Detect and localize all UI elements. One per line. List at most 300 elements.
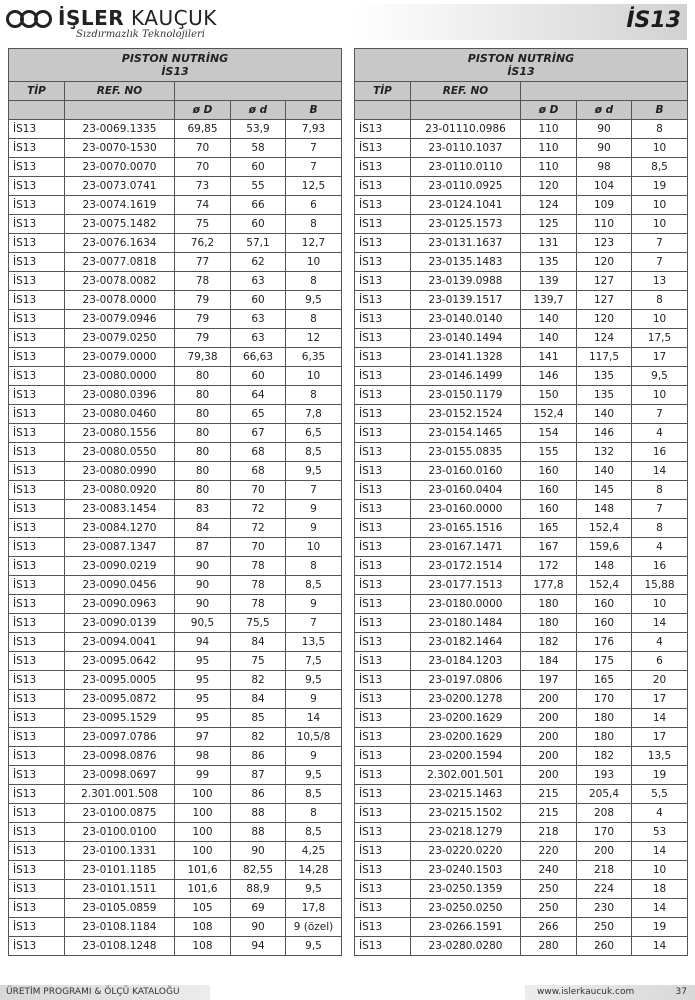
cell-outer-diameter: 240 [521,861,577,880]
cell-inner-diameter: 148 [577,557,632,576]
cell-outer-diameter: 218 [521,823,577,842]
cell-width: 17 [632,348,688,367]
cell-width: 14 [286,709,342,728]
cell-inner-diameter: 127 [577,291,632,310]
cell-outer-diameter: 120 [521,177,577,196]
cell-inner-diameter: 82 [231,671,286,690]
cell-ref-no: 23-0152.1524 [411,405,521,424]
table-row [355,652,688,671]
cell-tip: İS13 [355,880,411,899]
cell-inner-diameter: 218 [577,861,632,880]
cell-tip: İS13 [9,709,65,728]
cell-width: 9,5 [286,462,342,481]
cell-outer-diameter: 79,38 [175,348,231,367]
cell-inner-diameter: 120 [577,253,632,272]
table-row [355,405,688,424]
product-code: İS13 [626,8,681,33]
cell-inner-diameter: 65 [231,405,286,424]
cell-ref-no: 23-0100.0100 [65,823,175,842]
cell-outer-diameter: 250 [521,899,577,918]
table-row [9,861,342,880]
cell-tip: İS13 [9,614,65,633]
cell-ref-no: 23-0094.0041 [65,633,175,652]
cell-outer-diameter: 74 [175,196,231,215]
cell-outer-diameter: 69,85 [175,120,231,139]
cell-ref-no: 23-0084.1270 [65,519,175,538]
cell-width: 9 [286,595,342,614]
cell-width: 9 (özel) [286,918,342,937]
table-row [355,329,688,348]
cell-outer-diameter: 280 [521,937,577,956]
table-row [9,633,342,652]
cell-ref-no: 23-0095.1529 [65,709,175,728]
cell-outer-diameter: 146 [521,367,577,386]
cell-ref-no: 23-0131.1637 [411,234,521,253]
cell-tip: İS13 [9,177,65,196]
cell-width: 17,5 [632,329,688,348]
right-product-table [354,48,688,956]
cell-width: 4 [632,538,688,557]
col-header-ref: REF. NO [411,82,521,101]
cell-tip: İS13 [355,215,411,234]
table-row [355,766,688,785]
table-row [9,538,342,557]
table-row [9,747,342,766]
cell-outer-diameter: 110 [521,120,577,139]
cell-tip: İS13 [355,823,411,842]
cell-width: 9,5 [286,291,342,310]
cell-ref-no: 23-0125.1573 [411,215,521,234]
cell-inner-diameter: 123 [577,234,632,253]
cell-outer-diameter: 200 [521,709,577,728]
cell-tip: İS13 [355,937,411,956]
cell-outer-diameter: 73 [175,177,231,196]
cell-ref-no: 23-0110.0110 [411,158,521,177]
cell-outer-diameter: 100 [175,785,231,804]
cell-tip: İS13 [355,196,411,215]
cell-outer-diameter: 155 [521,443,577,462]
table-row [355,804,688,823]
cell-tip: İS13 [355,481,411,500]
cell-ref-no: 23-0266.1591 [411,918,521,937]
cell-width: 13,5 [286,633,342,652]
cell-width: 6 [632,652,688,671]
cell-ref-no: 23-0200.1278 [411,690,521,709]
cell-ref-no: 23-0079.0946 [65,310,175,329]
cell-tip: İS13 [355,633,411,652]
table-row [355,310,688,329]
cell-inner-diameter: 63 [231,310,286,329]
cell-tip: İS13 [355,443,411,462]
cell-outer-diameter: 110 [521,139,577,158]
cell-ref-no: 23-0108.1248 [65,937,175,956]
cell-outer-diameter: 80 [175,481,231,500]
cell-inner-diameter: 165 [577,671,632,690]
cell-ref-no: 23-0165.1516 [411,519,521,538]
cell-inner-diameter: 193 [577,766,632,785]
cell-tip: İS13 [9,481,65,500]
cell-width: 9,5 [286,766,342,785]
table-row [355,709,688,728]
cell-ref-no: 23-0250.1359 [411,880,521,899]
cell-inner-diameter: 84 [231,690,286,709]
cell-ref-no: 23-0097.0786 [65,728,175,747]
cell-ref-no: 23-0080.0990 [65,462,175,481]
cell-outer-diameter: 160 [521,481,577,500]
cell-tip: İS13 [9,538,65,557]
cell-width: 12 [286,329,342,348]
cell-ref-no: 23-0070-1530 [65,139,175,158]
table-row [9,253,342,272]
cell-outer-diameter: 160 [521,500,577,519]
cell-ref-no: 23-0110.1037 [411,139,521,158]
cell-width: 10 [286,367,342,386]
header-bar [354,4,687,40]
table-title: PISTON NUTRİNG İS13 [355,49,688,82]
cell-ref-no: 23-0098.0876 [65,747,175,766]
cell-outer-diameter: 76,2 [175,234,231,253]
table-row [9,177,342,196]
table-row [355,386,688,405]
cell-inner-diameter: 78 [231,595,286,614]
cell-tip: İS13 [355,500,411,519]
cell-outer-diameter: 108 [175,937,231,956]
table-row [355,196,688,215]
table-row [355,899,688,918]
brand-name: İŞLER KAUÇUK [58,6,217,30]
cell-outer-diameter: 90 [175,557,231,576]
table-row [9,443,342,462]
table-row [355,234,688,253]
cell-tip: İS13 [9,291,65,310]
cell-inner-diameter: 200 [577,842,632,861]
cell-outer-diameter: 79 [175,329,231,348]
cell-inner-diameter: 180 [577,709,632,728]
cell-ref-no: 23-0160.0000 [411,500,521,519]
table-row [9,880,342,899]
cell-outer-diameter: 124 [521,196,577,215]
cell-width: 4 [632,424,688,443]
cell-inner-diameter: 176 [577,633,632,652]
table-row [9,500,342,519]
cell-tip: İS13 [9,139,65,158]
table-row [9,291,342,310]
cell-ref-no: 23-0177.1513 [411,576,521,595]
cell-width: 10 [632,215,688,234]
cell-tip: İS13 [9,329,65,348]
col-header-tip: TİP [9,82,65,101]
cell-tip: İS13 [355,405,411,424]
col-header-width: B [632,101,688,120]
cell-width: 6,5 [286,424,342,443]
cell-ref-no: 23-0182.1464 [411,633,521,652]
cell-tip: İS13 [9,253,65,272]
col-header-outer-diameter: ø D [521,101,577,120]
cell-outer-diameter: 220 [521,842,577,861]
cell-inner-diameter: 109 [577,196,632,215]
cell-inner-diameter: 127 [577,272,632,291]
cell-width: 7 [632,405,688,424]
table-row [9,367,342,386]
cell-width: 15,88 [632,576,688,595]
cell-outer-diameter: 250 [521,880,577,899]
cell-outer-diameter: 80 [175,367,231,386]
table-row [355,785,688,804]
cell-inner-diameter: 224 [577,880,632,899]
cell-outer-diameter: 154 [521,424,577,443]
cell-width: 53 [632,823,688,842]
cell-tip: İS13 [355,576,411,595]
cell-inner-diameter: 135 [577,386,632,405]
cell-inner-diameter: 260 [577,937,632,956]
col-header-outer-diameter: ø D [175,101,231,120]
cell-ref-no: 23-0070.0070 [65,158,175,177]
cell-inner-diameter: 78 [231,557,286,576]
cell-width: 10 [286,538,342,557]
cell-inner-diameter: 63 [231,272,286,291]
cell-ref-no: 23-0079.0000 [65,348,175,367]
cell-inner-diameter: 205,4 [577,785,632,804]
cell-tip: İS13 [9,842,65,861]
cell-ref-no: 23-0172.1514 [411,557,521,576]
cell-outer-diameter: 75 [175,215,231,234]
cell-outer-diameter: 180 [521,614,577,633]
cell-outer-diameter: 79 [175,310,231,329]
table-row [355,253,688,272]
cell-tip: İS13 [9,500,65,519]
cell-tip: İS13 [9,652,65,671]
footer-right-bar [525,985,695,1000]
cell-outer-diameter: 84 [175,519,231,538]
cell-inner-diameter: 98 [577,158,632,177]
cell-outer-diameter: 200 [521,766,577,785]
cell-inner-diameter: 170 [577,690,632,709]
cell-outer-diameter: 167 [521,538,577,557]
cell-width: 7 [286,614,342,633]
cell-width: 14 [632,614,688,633]
cell-width: 10 [632,386,688,405]
page-footer [0,985,695,1000]
cell-width: 6 [286,196,342,215]
cell-tip: İS13 [355,462,411,481]
cell-width: 7,5 [286,652,342,671]
cell-inner-diameter: 78 [231,576,286,595]
table-row [355,633,688,652]
table-row [9,595,342,614]
col-header-blank [175,82,342,101]
cell-width: 8,5 [632,158,688,177]
cell-outer-diameter: 77 [175,253,231,272]
cell-ref-no: 23-0090.0456 [65,576,175,595]
cell-tip: İS13 [355,899,411,918]
cell-ref-no: 23-0180.0000 [411,595,521,614]
cell-inner-diameter: 75,5 [231,614,286,633]
col-header-blank [521,82,688,101]
cell-outer-diameter: 79 [175,291,231,310]
cell-ref-no: 23-0073.0741 [65,177,175,196]
cell-inner-diameter: 60 [231,215,286,234]
table-row [9,709,342,728]
table-row [355,728,688,747]
cell-inner-diameter: 82 [231,728,286,747]
cell-width: 8 [286,310,342,329]
cell-tip: İS13 [355,557,411,576]
cell-tip: İS13 [355,671,411,690]
cell-inner-diameter: 152,4 [577,576,632,595]
cell-outer-diameter: 110 [521,158,577,177]
cell-outer-diameter: 78 [175,272,231,291]
col-header-inner-diameter: ø d [231,101,286,120]
cell-inner-diameter: 159,6 [577,538,632,557]
cell-outer-diameter: 140 [521,329,577,348]
cell-ref-no: 23-0215.1502 [411,804,521,823]
table-row [9,652,342,671]
cell-width: 7 [632,500,688,519]
cell-inner-diameter: 69 [231,899,286,918]
cell-inner-diameter: 90 [577,139,632,158]
table-row [9,215,342,234]
cell-ref-no: 23-01110.0986 [411,120,521,139]
cell-ref-no: 23-0160.0160 [411,462,521,481]
cell-tip: İS13 [355,652,411,671]
table-row [355,215,688,234]
table-row [355,595,688,614]
cell-tip: İS13 [9,766,65,785]
table-row [9,481,342,500]
cell-tip: İS13 [355,329,411,348]
cell-width: 9 [286,690,342,709]
cell-tip: İS13 [355,424,411,443]
cell-width: 17,8 [286,899,342,918]
table-row [9,139,342,158]
cell-outer-diameter: 70 [175,158,231,177]
table-row [9,120,342,139]
cell-ref-no: 23-0220.0220 [411,842,521,861]
cell-inner-diameter: 88 [231,804,286,823]
cell-outer-diameter: 197 [521,671,577,690]
cell-ref-no: 23-0100.1331 [65,842,175,861]
cell-ref-no: 23-0098.0697 [65,766,175,785]
cell-tip: İS13 [9,196,65,215]
cell-outer-diameter: 135 [521,253,577,272]
cell-ref-no: 23-0135.1483 [411,253,521,272]
table-row [9,557,342,576]
cell-inner-diameter: 90 [577,120,632,139]
table-row [355,861,688,880]
cell-width: 12,7 [286,234,342,253]
cell-outer-diameter: 200 [521,728,577,747]
cell-outer-diameter: 83 [175,500,231,519]
cell-tip: İS13 [9,348,65,367]
cell-outer-diameter: 160 [521,462,577,481]
cell-outer-diameter: 140 [521,310,577,329]
cell-tip: İS13 [9,367,65,386]
cell-width: 8,5 [286,785,342,804]
cell-outer-diameter: 180 [521,595,577,614]
cell-inner-diameter: 66,63 [231,348,286,367]
table-row [9,614,342,633]
cell-width: 17 [632,728,688,747]
three-rings-logo-icon [6,7,52,31]
cell-width: 7 [286,481,342,500]
cell-ref-no: 23-0077.0818 [65,253,175,272]
cell-width: 9 [286,519,342,538]
table-body [9,120,342,956]
cell-ref-no: 23-0218.1279 [411,823,521,842]
cell-tip: İS13 [9,671,65,690]
cell-width: 14,28 [286,861,342,880]
cell-tip: İS13 [9,747,65,766]
cell-outer-diameter: 165 [521,519,577,538]
cell-inner-diameter: 72 [231,500,286,519]
cell-tip: İS13 [9,120,65,139]
website-link[interactable]: www.islerkaucuk.com [537,987,635,997]
cell-ref-no: 23-0080.0550 [65,443,175,462]
cell-tip: İS13 [9,310,65,329]
cell-ref-no: 23-0080.0396 [65,386,175,405]
cell-width: 4,25 [286,842,342,861]
cell-outer-diameter: 99 [175,766,231,785]
cell-width: 17 [632,690,688,709]
cell-inner-diameter: 104 [577,177,632,196]
cell-ref-no: 23-0075.1482 [65,215,175,234]
cell-inner-diameter: 70 [231,538,286,557]
cell-inner-diameter: 94 [231,937,286,956]
cell-width: 13 [632,272,688,291]
cell-tip: İS13 [9,234,65,253]
cell-ref-no: 23-0095.0642 [65,652,175,671]
cell-ref-no: 2.302.001.501 [411,766,521,785]
table-row [9,804,342,823]
cell-ref-no: 23-0280.0280 [411,937,521,956]
cell-width: 10 [632,861,688,880]
table-row [355,937,688,956]
cell-inner-diameter: 132 [577,443,632,462]
cell-inner-diameter: 110 [577,215,632,234]
table-row [355,747,688,766]
cell-ref-no: 23-0074.1619 [65,196,175,215]
cell-inner-diameter: 60 [231,158,286,177]
cell-ref-no: 23-0100.0875 [65,804,175,823]
cell-outer-diameter: 139 [521,272,577,291]
cell-ref-no: 23-0139.0988 [411,272,521,291]
cell-tip: İS13 [355,690,411,709]
col-header-inner-diameter: ø d [577,101,632,120]
cell-outer-diameter: 90,5 [175,614,231,633]
cell-ref-no: 23-0155.0835 [411,443,521,462]
cell-inner-diameter: 75 [231,652,286,671]
cell-ref-no: 23-0150.1179 [411,386,521,405]
cell-tip: İS13 [355,538,411,557]
cell-outer-diameter: 80 [175,405,231,424]
cell-inner-diameter: 146 [577,424,632,443]
cell-inner-diameter: 135 [577,367,632,386]
cell-outer-diameter: 87 [175,538,231,557]
footer-catalog-title: ÜRETİM PROGRAMI & ÖLÇÜ KATALOĞU [0,985,210,1000]
table-row [9,785,342,804]
cell-inner-diameter: 90 [231,918,286,937]
cell-width: 8 [632,481,688,500]
cell-inner-diameter: 145 [577,481,632,500]
table-row [355,481,688,500]
cell-outer-diameter: 90 [175,576,231,595]
table-row [9,348,342,367]
cell-width: 7 [286,139,342,158]
cell-outer-diameter: 70 [175,139,231,158]
col-header-tip: TİP [355,82,411,101]
cell-outer-diameter: 177,8 [521,576,577,595]
table-row [9,937,342,956]
